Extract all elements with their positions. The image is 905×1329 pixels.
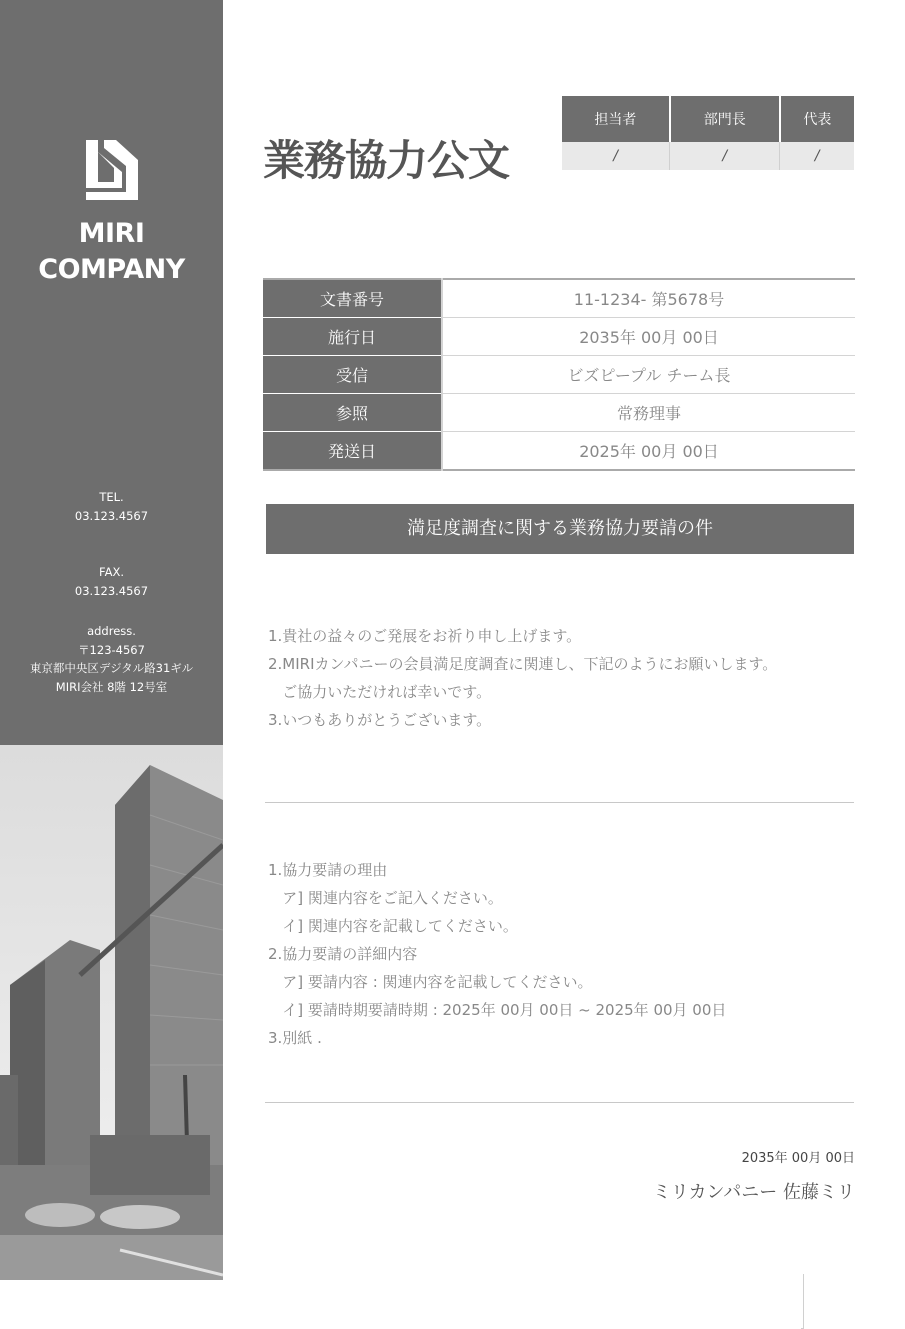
- building-photo: [0, 745, 223, 1280]
- info-value: 常務理事: [442, 394, 855, 432]
- approval-sign-box[interactable]: [802, 1274, 804, 1329]
- approval-header-manager: 部門長: [670, 96, 780, 142]
- body-line: 3.いつもありがとうございます。: [268, 711, 492, 729]
- detail-line: イ] 関連内容を記載してください。: [268, 917, 518, 935]
- body-line: ご協力いただければ幸いです。: [268, 683, 492, 701]
- tel-number: 03.123.4567: [74, 508, 149, 523]
- address-line: 〒123-4567: [78, 642, 145, 657]
- approval-date-cell: /: [780, 142, 854, 170]
- subject-banner: 満足度調査に関する業務協力要請の件: [266, 504, 854, 554]
- approval-header-staff: 担当者: [562, 96, 670, 142]
- company-logo-icon: [82, 138, 140, 202]
- section-divider: [265, 1102, 854, 1103]
- body-line: 1.貴社の益々のご発展をお祈り申し上げます。: [268, 627, 582, 645]
- info-row-recipient: [263, 356, 855, 394]
- detail-paragraph: [268, 856, 726, 1052]
- address-label: address.: [87, 624, 136, 638]
- body-line: 2.MIRIカンパニーの会員満足度調査に関連し、下記のようにお願いします。: [268, 655, 778, 673]
- info-value: ビズピープル チーム長: [442, 356, 855, 394]
- document-info-table: [263, 278, 855, 471]
- detail-line: イ] 要請時期要請時期 : 2025年 00月 00日 ~ 2025年 00月 00日: [268, 1001, 727, 1019]
- info-label: 発送日: [263, 432, 442, 471]
- document-title: 業務協力公文: [263, 136, 510, 185]
- detail-line: 3.別紙 .: [268, 1029, 322, 1047]
- info-row-send-date: [263, 432, 855, 471]
- section-divider: [265, 802, 854, 803]
- building-photo-graphic: [0, 745, 223, 1280]
- detail-line: ア] 要請内容 : 関連内容を記載してください。: [268, 973, 593, 991]
- signature: ミリカンパニー 佐藤ミリ: [652, 1182, 855, 1203]
- approval-date-cell: /: [670, 142, 780, 170]
- company-name-line1: MIRI: [78, 218, 145, 249]
- info-label: 参照: [263, 394, 442, 432]
- fax-label: FAX.: [99, 565, 124, 579]
- document-date: 2035年 00月 00日: [741, 1151, 855, 1166]
- info-label: 施行日: [263, 318, 442, 356]
- approval-date-cell: /: [562, 142, 670, 170]
- info-value: 2035年 00月 00日: [442, 318, 855, 356]
- fax-number: 03.123.4567: [74, 583, 149, 598]
- address-line: MIRI会社 8階 12号室: [55, 679, 168, 694]
- info-row-reference: [263, 394, 855, 432]
- address-line: 東京都中央区デジタル路31ギル: [29, 661, 194, 675]
- approval-table: [562, 96, 854, 170]
- detail-line: 2.協力要請の詳細内容: [268, 945, 418, 963]
- company-name-line2: COMPANY: [38, 254, 185, 285]
- body-paragraph: [268, 622, 777, 734]
- info-value: 11-1234- 第5678号: [442, 279, 855, 318]
- info-label: 文書番号: [263, 279, 442, 318]
- address-block: [0, 622, 223, 696]
- info-row-effective-date: [263, 318, 855, 356]
- detail-line: 1.協力要請の理由: [268, 861, 388, 879]
- approval-header-ceo: 代表: [780, 96, 854, 142]
- detail-line: ア] 関連内容をご記入ください。: [268, 889, 503, 907]
- info-label: 受信: [263, 356, 442, 394]
- tel-label: TEL.: [99, 490, 124, 504]
- sidebar: [0, 0, 223, 745]
- info-row-doc-number: [263, 279, 855, 318]
- tel-block: [0, 488, 223, 525]
- fax-block: [0, 563, 223, 600]
- info-value: 2025年 00月 00日: [442, 432, 855, 471]
